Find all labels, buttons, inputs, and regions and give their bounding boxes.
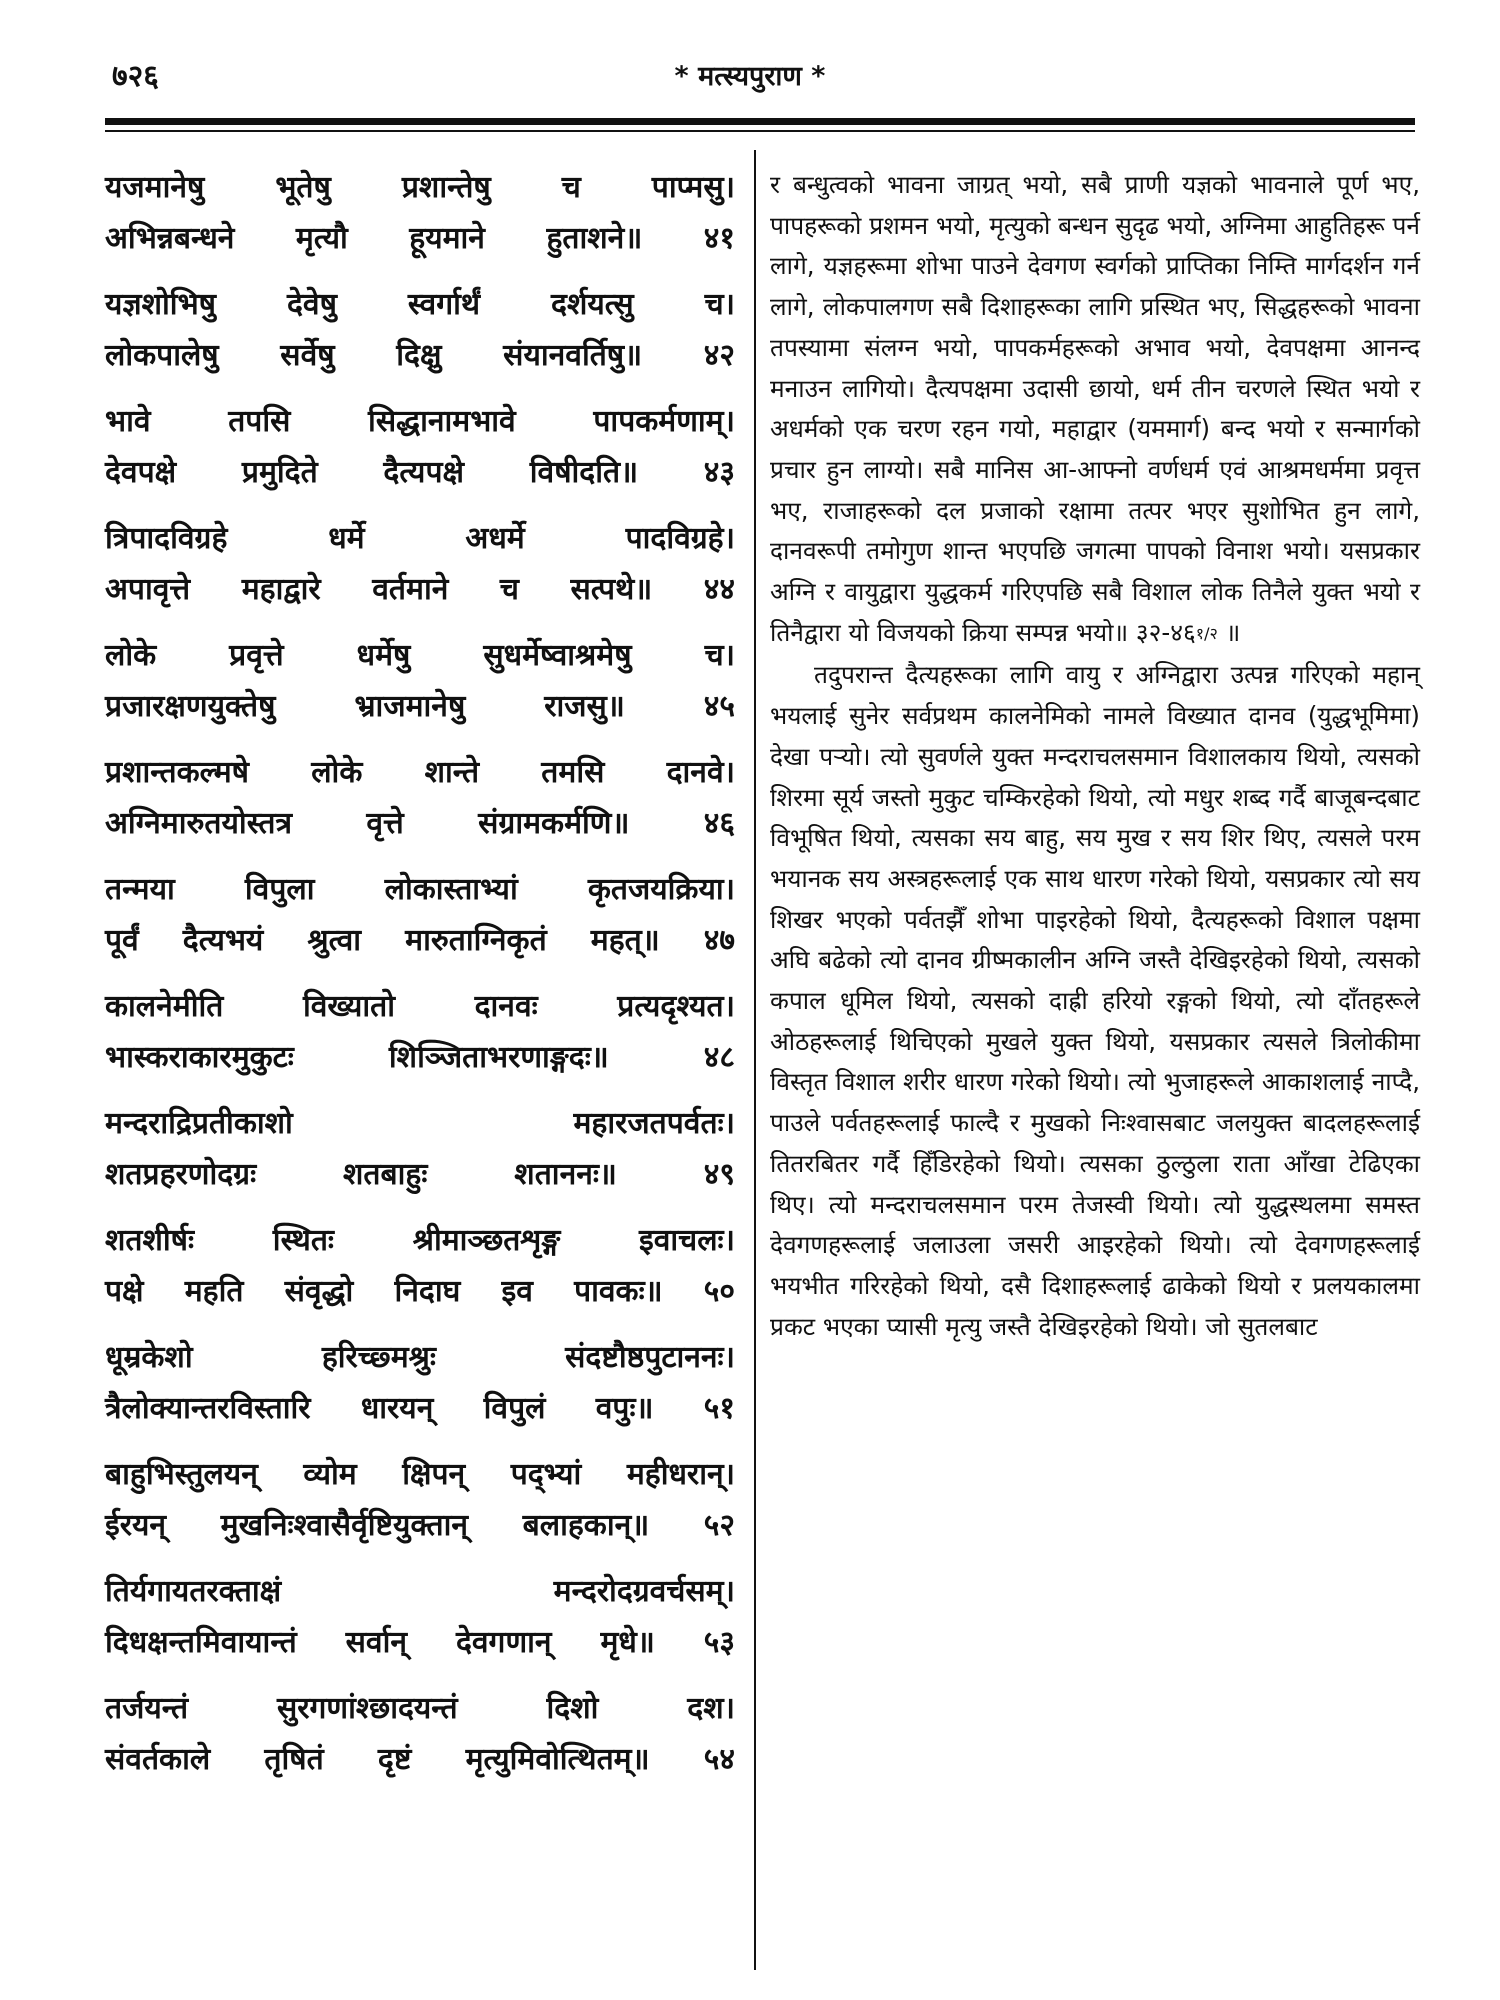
verse-line: शतशीर्षः स्थितः श्रीमाञ्छतशृङ्ग इवाचलः। <box>105 1223 735 1258</box>
header-rule-thick <box>105 118 1415 125</box>
verse-line: कालनेमीति विख्यातो दानवः प्रत्यदृश्यत। <box>105 989 735 1024</box>
verse-53 <box>105 1566 735 1668</box>
verse-50 <box>105 1215 735 1317</box>
page-header <box>0 0 1500 130</box>
verse-line: यज्ञशोभिषु देवेषु स्वर्गार्थं दर्शयत्सु च। <box>105 287 735 322</box>
verse-line: पक्षे महति संवृद्धो निदाघ इव पावकः॥ ५० <box>105 1274 735 1309</box>
verse-line: तर्जयन्तं सुरगणांश्छादयन्तं दिशो दश। <box>105 1691 735 1726</box>
verse-end-mark: ॥ <box>1225 617 1241 647</box>
verse-line: तन्मया विपुला लोकास्ताभ्यां कृतजयक्रिया। <box>105 872 735 907</box>
verse-54 <box>105 1683 735 1785</box>
verse-49 <box>105 1098 735 1200</box>
verse-52 <box>105 1449 735 1551</box>
verse-line: प्रजारक्षणयुक्तेषु भ्राजमानेषु राजसु॥ ४५ <box>105 689 735 724</box>
verse-line: मन्दराद्रिप्रतीकाशो महारजतपर्वतः। <box>105 1106 735 1141</box>
verse-47 <box>105 864 735 966</box>
verse-line: त्रैलोक्यान्तरविस्तारि धारयन् विपुलं वपुः॥ ५१ <box>105 1391 735 1426</box>
verse-line: संवर्तकाले तृषितं दृष्टं मृत्युमिवोत्थितम्॥ ५४ <box>105 1742 735 1777</box>
nepali-translation <box>770 165 1420 1347</box>
running-title: * मत्स्यपुराण * <box>674 61 826 92</box>
translation-paragraph <box>770 165 1420 653</box>
verse-line: पूर्वं दैत्यभयं श्रुत्वा मारुताग्निकृतं महत्॥ ४७ <box>105 923 735 958</box>
verse-line: अभिन्नबन्धने मृत्यौ हूयमाने हुताशने॥ ४१ <box>105 221 735 256</box>
verse-51 <box>105 1332 735 1434</box>
verse-line: अग्निमारुतयोस्तत्र वृत्ते संग्रामकर्मणि॥ ४६ <box>105 806 735 841</box>
verse-line: त्रिपादविग्रहे धर्मे अधर्मे पादविग्रहे। <box>105 521 735 556</box>
header-rule-thin <box>105 130 1415 132</box>
verse-48 <box>105 981 735 1083</box>
verse-line: यजमानेषु भूतेषु प्रशान्तेषु च पाप्मसु। <box>105 170 735 205</box>
verse-46 <box>105 747 735 849</box>
verse-line: अपावृत्ते महाद्वारे वर्तमाने च सत्पथे॥ ४४ <box>105 572 735 607</box>
verse-42 <box>105 279 735 381</box>
verse-line: प्रशान्तकल्मषे लोके शान्ते तमसि दानवे। <box>105 755 735 790</box>
translation-text: र बन्धुत्वको भावना जाग्रत् भयो, सबै प्राणी यज्ञको भावनाले पूर्ण भए, पापहरूको प्रशमन भयो, मृत्युको बन्धन सुदृढ भयो, अग्निमा आहुतिहरू पर्न लागे, यज्ञहरूमा शोभा पाउने देवगण स्वर्गको प्राप्तिका निम्ति मार्गदर्शन गर्न लागे, लोकपालगण सबै दिशाहरूका लागि प्रस्थित भए, सिद्धहरूको भावना तपस्यामा संलग्न भयो, पापकर्महरूको अभाव भयो, देवपक्षमा आनन्द मनाउन लागियो। दैत्यपक्षमा उदासी छायो, धर्म तीन चरणले स्थित भयो र अधर्मको एक चरण रहन गयो, महाद्वार (यममार्ग) बन्द भयो र सन्मार्गको प्रचार हुन लाग्यो। सबै मानिस आ-आफ्नो वर्णधर्म एवं आश्रमधर्ममा प्रवृत्त भए, राजाहरूको दल प्रजाको रक्षामा तत्पर भएर सुशोभित हुन लागे, दानवरूपी तमोगुण शान्त भएपछि जगत्मा पापको विनाश भयो। यसप्रकार अग्नि र वायुद्वारा युद्धकर्म गरिएपछि सबै विशाल लोक तिनैले युक्त भयो र तिनैद्वारा यो विजयको क्रिया सम्पन्न भयो॥ ३२-४६ <box>770 170 1420 647</box>
verse-line: लोके प्रवृत्ते धर्मेषु सुधर्मेष्वाश्रमेषु च। <box>105 638 735 673</box>
sanskrit-verses <box>105 162 735 1800</box>
translation-paragraph: तदुपरान्त दैत्यहरूका लागि वायु र अग्निद्वारा उत्पन्न गरिएको महान् भयलाई सुनेर सर्वप्रथम कालनेमिको नामले विख्यात दानव (युद्धभूमिमा) देखा पर्‍यो। त्यो सुवर्णले युक्त मन्दराचलसमान विशालकाय थियो, त्यसको शिरमा सूर्य जस्तो मुकुट चम्किरहेको थियो, त्यो मधुर शब्द गर्दै बाजूबन्दबाट विभूषित थियो, त्यसका सय बाहु, सय मुख र सय शिर थिए, त्यसले परम भयानक सय अस्त्रहरूलाई एक साथ धारण गरेको थियो, यसप्रकार त्यो सय शिखर भएको पर्वतझैँ शोभा पाइरहेको थियो, दैत्यहरूको विशाल पक्षमा अघि बढेको त्यो दानव ग्रीष्मकालीन अग्नि जस्तै देखिइरहेको थियो, त्यसको कपाल धूमिल थियो, त्यसको दाह्री हरियो रङ्गको थियो, त्यो दाँतहरूले ओठहरूलाई थिचिएको मुखले युक्त थियो, यसप्रकार त्यसले त्रिलोकीमा विस्तृत विशाल शरीर धारण गरेको थियो। त्यो भुजाहरूले आकाशलाई नाप्दै, पाउले पर्वतहरूलाई फाल्दै र मुखको निःश्वासबाट जलयुक्त बादलहरूलाई तितरबितर गर्दै हिँडिरहेको थियो। त्यसका ठुल्ठुला राता आँखा टेढिएका थिए। त्यो मन्दराचलसमान परम तेजस्वी थियो। त्यो युद्धस्थलमा समस्त देवगणहरूलाई जलाउला जसरी आइरहेको थियो। त्यो देवगणहरूलाई भयभीत गरिरहेको थियो, दसै दिशाहरूलाई ढाकेको थियो र प्रलयकालमा प्रकट भएका प्यासी मृत्यु जस्तै देखिइरहेको थियो। जो सुतलबाट <box>770 660 1420 1341</box>
verse-line: ईरयन् मुखनिःश्वासैर्वृष्टियुक्तान् बलाहकान्॥ ५२ <box>105 1508 735 1543</box>
verse-line: देवपक्षे प्रमुदिते दैत्यपक्षे विषीदति॥ ४३ <box>105 455 735 490</box>
verse-line: दिधक्षन्तमिवायान्तं सर्वान् देवगणान् मृधे॥ ५३ <box>105 1625 735 1660</box>
verse-line: धूम्रकेशो हरिच्छ्मश्रुः संदष्टौष्ठपुटाननः। <box>105 1340 735 1375</box>
verse-line: लोकपालेषु सर्वेषु दिक्षु संयानवर्तिषु॥ ४२ <box>105 338 735 373</box>
verse-line: बाहुभिस्तुलयन् व्योम क्षिपन् पद्भ्यां महीधरान्। <box>105 1457 735 1492</box>
verse-line: भास्कराकारमुकुटः शिञ्जिताभरणाङ्गदः॥ ४८ <box>105 1040 735 1075</box>
column-divider <box>754 150 756 1970</box>
verse-43 <box>105 396 735 498</box>
verse-range-fraction: १/२ <box>1195 623 1218 643</box>
verse-45 <box>105 630 735 732</box>
verse-line: तिर्यगायतरक्ताक्षं मन्दरोदग्रवर्चसम्। <box>105 1574 735 1609</box>
verse-44 <box>105 513 735 615</box>
verse-line: शतप्रहरणोदग्रः शतबाहुः शताननः॥ ४९ <box>105 1157 735 1192</box>
page-number: ७२६ <box>112 59 159 94</box>
verse-line: भावे तपसि सिद्धानामभावे पापकर्मणाम्। <box>105 404 735 439</box>
verse-41 <box>105 162 735 264</box>
